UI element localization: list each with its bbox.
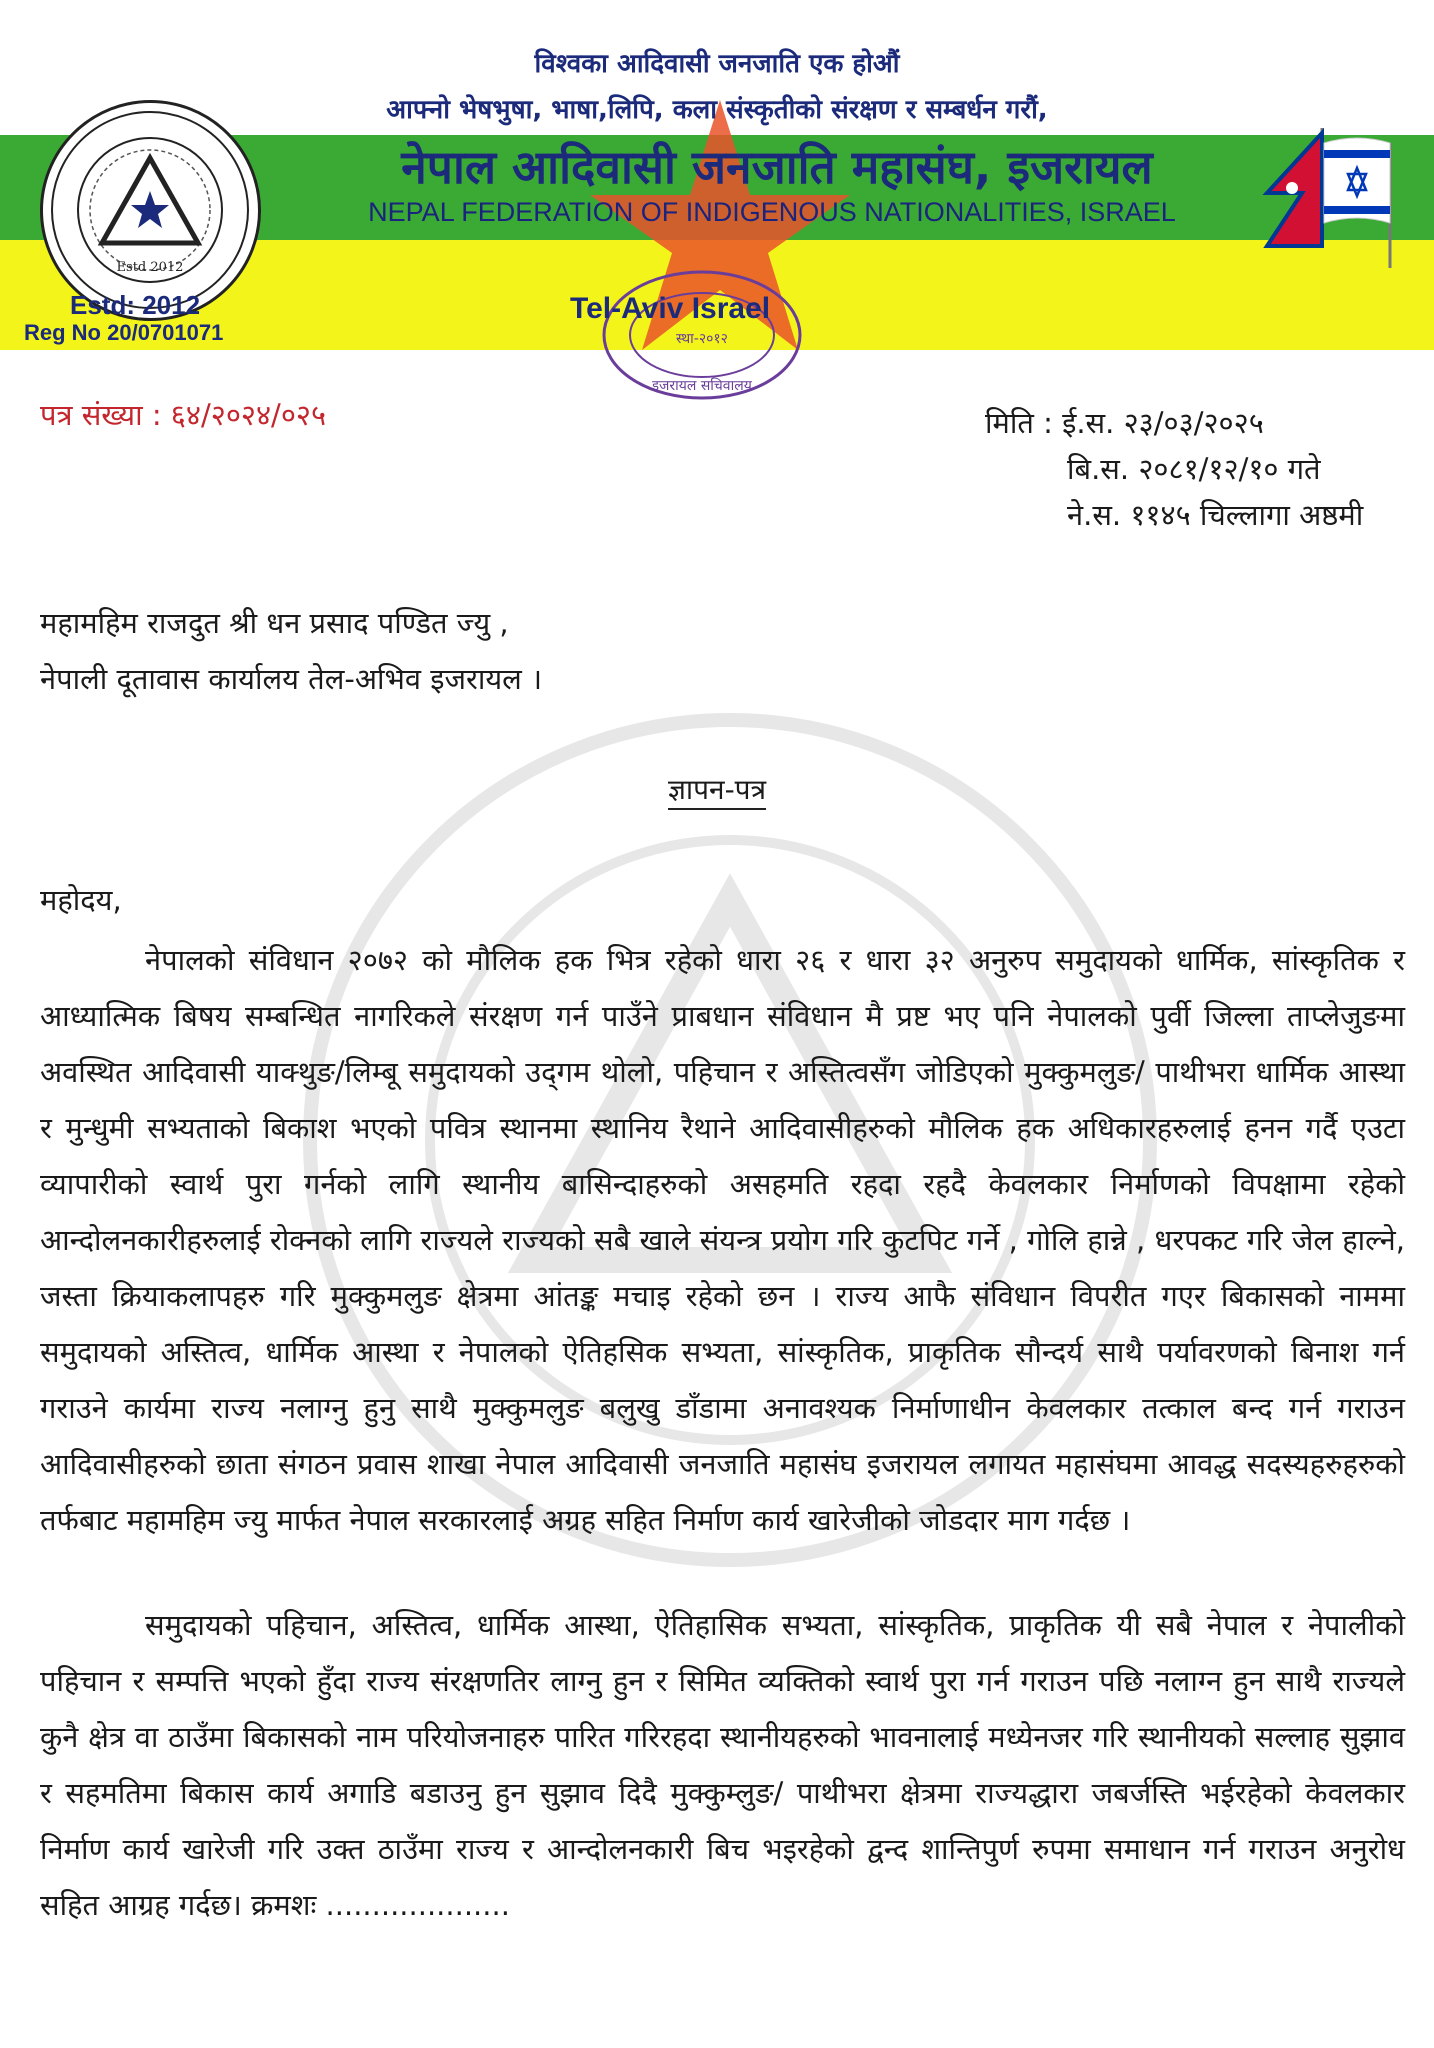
body-paragraph-1: नेपालको संविधान २०७२ को मौलिक हक भित्र रहेको धारा २६ र धारा ३२ अनुरुप समुदायको धार्मिक, सांस्कृतिक र आध्यात्मिक बिषय सम्बन्धित नागरिकले संरक्षण गर्न पाउँने प्राबधान संविधान मै प्रष्ट भए पनि नेपालको पुर्वी जिल्ला ताप्लेजुङमा अवस्थित आदिवासी याक्थुङ/लिम्बू समुदायको उद्‌गम थोलो, पहिचान र अस्तित्वसँग जोडिएको मुक्कुमलुङ/ पाथीभरा धार्मिक आस्था र मुन्धुमी सभ्यताको बिकाश भएको पवित्र स्थानमा स्थानिय रैथाने आदिवासीहरुको मौलिक हक अधिकारहरुलाई हनन गर्दै एउटा व्यापारीको स्वार्थ पुरा गर्नको लागि स्थानीय बासिन्दाहरुको असहमति रहदा रहदै केवलकार निर्माणको विपक्षामा रहेको आन्दोलनकारीहरुलाई रोक्नको लागि राज्यले राज्यको सबै खाले संयन्त्र प्रयोग गरि कुटपिट गर्ने , गोलि हान्ने , धरपकट गरि जेल हाल्ने, जस्ता क्रियाकलापहरु गरि मुक्कुमलुङ क्षेत्रमा आंतङ्क मचाइ रहेको छन । राज्य आफै संविधान विपरीत गएर बिकासको नाममा समुदायको अस्तित्व, धार्मिक आस्था र नेपालको ऐतिहसिक सभ्यता, सांस्कृतिक, प्राकृतिक सौन्दर्य साथै पर्यावरणको बिनाश गर्न गराउने कार्यमा राज्य नलाग्नु हुनु साथै मुक्कुमलुङ बलुखु डाँडामा अनावश्यक निर्माणाधीन केवलकार तत्काल बन्द गर्न गराउन आदिवासीहरुको छाता संगठन प्रवास शाखा नेपाल आदिवासी जनजाति महासंघ इजरायल लगायत महासंघमा आवद्ध सदस्यहरुहरुको तर्फबाट महामहिम ज्यु मार्फत नेपाल सरकारलाई अग्रह सहित निर्माण कार्य खारेजीको जोडदार माग गर्दछ । [40, 943, 1405, 1537]
recipient-address [40, 595, 542, 707]
stamp-year-text: स्था-२०१२ [676, 331, 728, 347]
body-paragraph-2: समुदायको पहिचान, अस्तित्व, धार्मिक आस्था, ऐतिहासिक सभ्यता, सांस्कृतिक, प्राकृतिक यी सबै नेपाल र नेपालीको पहिचान र सम्पत्ति भएको हुँदा राज्य संरक्षणतिर लाग्नु हुन र सिमित व्यक्तिको स्वार्थ पुरा गर्न गराउन पछि नलाग्न हुन साथै राज्यले कुनै क्षेत्र वा ठाउँमा बिकासको नाम परियोजनाहरु पारित गरिरहदा स्थानीयहरुको भावनालाई मध्येनजर गरि स्थानीयको सल्लाह सुझाव र सहमतिमा बिकास कार्य अगाडि बडाउनु हुन सुझाव दिदै मुक्कुम्लुङ/ पाथीभरा क्षेत्रमा राज्यद्धारा जबर्जस्ति भईरहेको केवलकार निर्माण कार्य खारेजी गरि उक्त ठाउँमा राज्य र आन्दोलनकारी बिच भइरहेको द्वन्द शान्तिपुर्ण रुपमा समाधान गर्न गराउन अनुरोध सहित आग्रह गर्दछ। क्रमशः .................... [40, 1608, 1405, 1922]
org-name-english: NEPAL FEDERATION OF INDIGENOUS NATIONALITIES, ISRAEL [368, 197, 1176, 227]
reference-number: पत्र संख्या : ६४/२०२४/०२५ [40, 398, 327, 432]
subject-heading [0, 770, 1434, 808]
date-bikram-sambat: बि.स. २०८१/१२/१० गते [1067, 452, 1321, 486]
slogan-line-1: विश्वका आदिवासी जनजाति एक होऔं [534, 49, 900, 79]
salutation: महोदय, [40, 883, 122, 917]
org-name-nepali: नेपाल आदिवासी जनजाति महासंघ, इजरायल [401, 140, 1153, 194]
federation-logo [40, 100, 261, 321]
flags-icon [1262, 128, 1397, 268]
date-gregorian: मिति : ई.स. २३/०३/२०२५ [985, 406, 1264, 440]
slogan-line-2: आफ्नो भेषभुषा, भाषा,लिपि, कला संस्कृतीको संरक्षण र सम्बर्धन गरौं, [386, 95, 1048, 125]
date-block [985, 400, 1363, 538]
recipient-line-1: महामहिम राजदुत श्री धन प्रसाद पण्डित ज्यु , [40, 606, 509, 640]
location-label: Tel-Aviv Israel [570, 292, 771, 325]
date-nepal-sambat: ने.स. ११४५ चिल्लागा अष्ठमी [1067, 498, 1364, 532]
subject-text: ज्ञापन-पत्र [668, 773, 766, 810]
secretariat-stamp [600, 268, 805, 403]
reg-number: Reg No 20/0701071 [24, 320, 224, 345]
recipient-line-2: नेपाली दूतावास कार्यालय तेल-अभिव इजरायल । [40, 662, 543, 696]
logo-estd-text: Estd 2012 [116, 260, 184, 275]
stamp-text: इजरायल सचिवालय [652, 378, 752, 394]
estd-label: Estd: 2012 [70, 290, 201, 320]
